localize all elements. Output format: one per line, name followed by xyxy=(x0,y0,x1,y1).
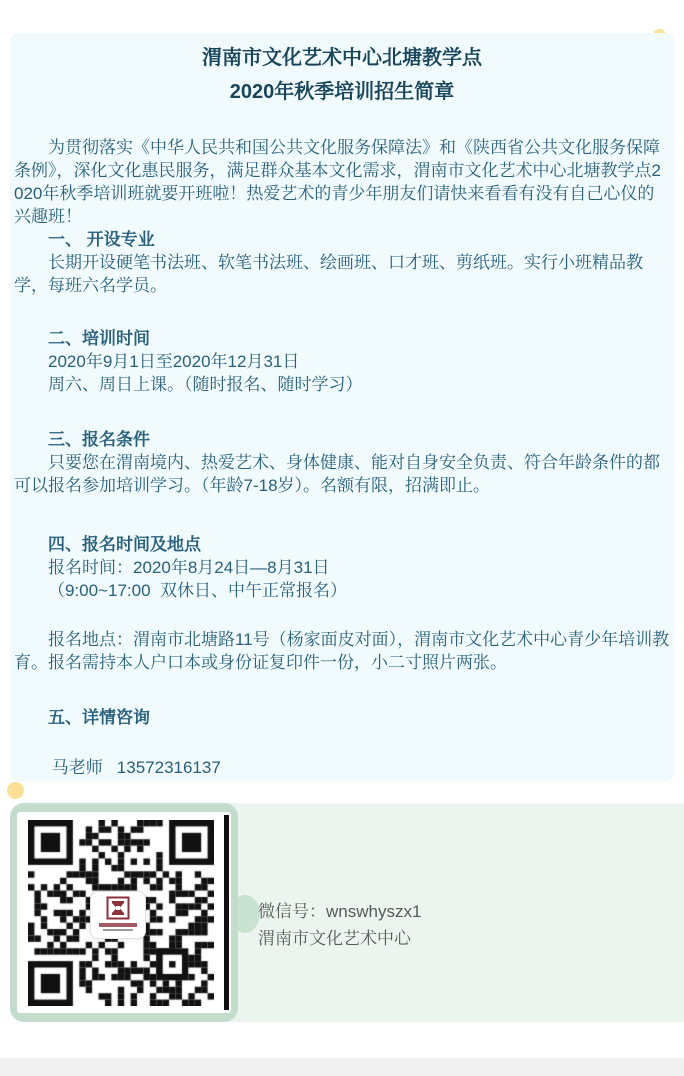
footer-bar xyxy=(0,1058,684,1076)
wechat-id: 微信号：wnswhyszx1 xyxy=(258,902,422,921)
announcement-card xyxy=(10,33,674,781)
qr-code-image[interactable] xyxy=(17,812,231,1013)
section-heading-schedule: 二、培训时间 xyxy=(48,329,150,348)
section-heading-registration: 四、报名时间及地点 xyxy=(48,535,201,554)
contact-name: 马老师 xyxy=(51,758,103,777)
registration-dates: 报名时间：2020年8月24日—8月31日 xyxy=(48,558,330,577)
wechat-info xyxy=(258,898,421,952)
majors-text: 长期开设硬笔书法班、软笔书法班、绘画班、口才班、剪纸班。实行小班精品教学，每班六名学员。 xyxy=(14,253,643,295)
schedule-dates: 2020年9月1日至2020年12月31日 xyxy=(48,352,300,371)
org-name: 渭南市文化艺术中心 xyxy=(258,929,411,948)
page-title-line1: 渭南市文化艺术中心北塘教学点 xyxy=(202,47,482,69)
qr-panel xyxy=(10,803,238,1022)
decor-dot-left-icon xyxy=(7,782,24,799)
wechat-banner xyxy=(10,803,684,1022)
section-heading-majors: 一、 开设专业 xyxy=(48,230,155,249)
logo-subtext-bar xyxy=(103,929,133,931)
requirements-text: 只要您在渭南境内、热爱艺术、身体健康、能对自身安全负责、符合年龄条件的都可以报名参加培训学习。（年龄7-18岁）。名额有限，招满即止。 xyxy=(14,453,660,495)
page-title-line2: 2020年秋季培训招生简章 xyxy=(229,81,455,103)
qr-center-logo xyxy=(90,891,146,939)
intro-paragraph: 为贯彻落实《中华人民共和国公共文化服务保障法》和《陕西省公共文化服务保障条例》，深化文化惠民服务，满足群众基本文化需求，渭南市文化艺术中心北塘教学点2020年秋季培训班就要开班啦！热爱艺术的青少年朋友们请快来看看有没有自己心仪的兴趣班！ xyxy=(14,138,661,226)
contact-row xyxy=(14,729,670,807)
schedule-days: 周六、周日上课。（随时报名、随时学习） xyxy=(48,375,363,394)
section-heading-requirements: 三、报名条件 xyxy=(48,430,150,449)
registration-hours: （9:00~17:00 双休日、中午正常报名） xyxy=(48,581,348,600)
section-heading-contact: 五、详情咨询 xyxy=(48,708,150,727)
qr-edge-artifact xyxy=(224,815,229,1010)
registration-address: 报名地点：渭南市北塘路11号（杨家面皮对面），渭南市文化艺术中心青少年培训教育。报名需持本人户口本或身份证复印件一份，小二寸照片两张。 xyxy=(14,630,670,672)
page-title xyxy=(14,41,670,109)
arts-center-emblem-icon xyxy=(106,896,130,920)
contact-phone: 13572316137 xyxy=(116,758,221,777)
logo-text-bar xyxy=(99,923,137,927)
